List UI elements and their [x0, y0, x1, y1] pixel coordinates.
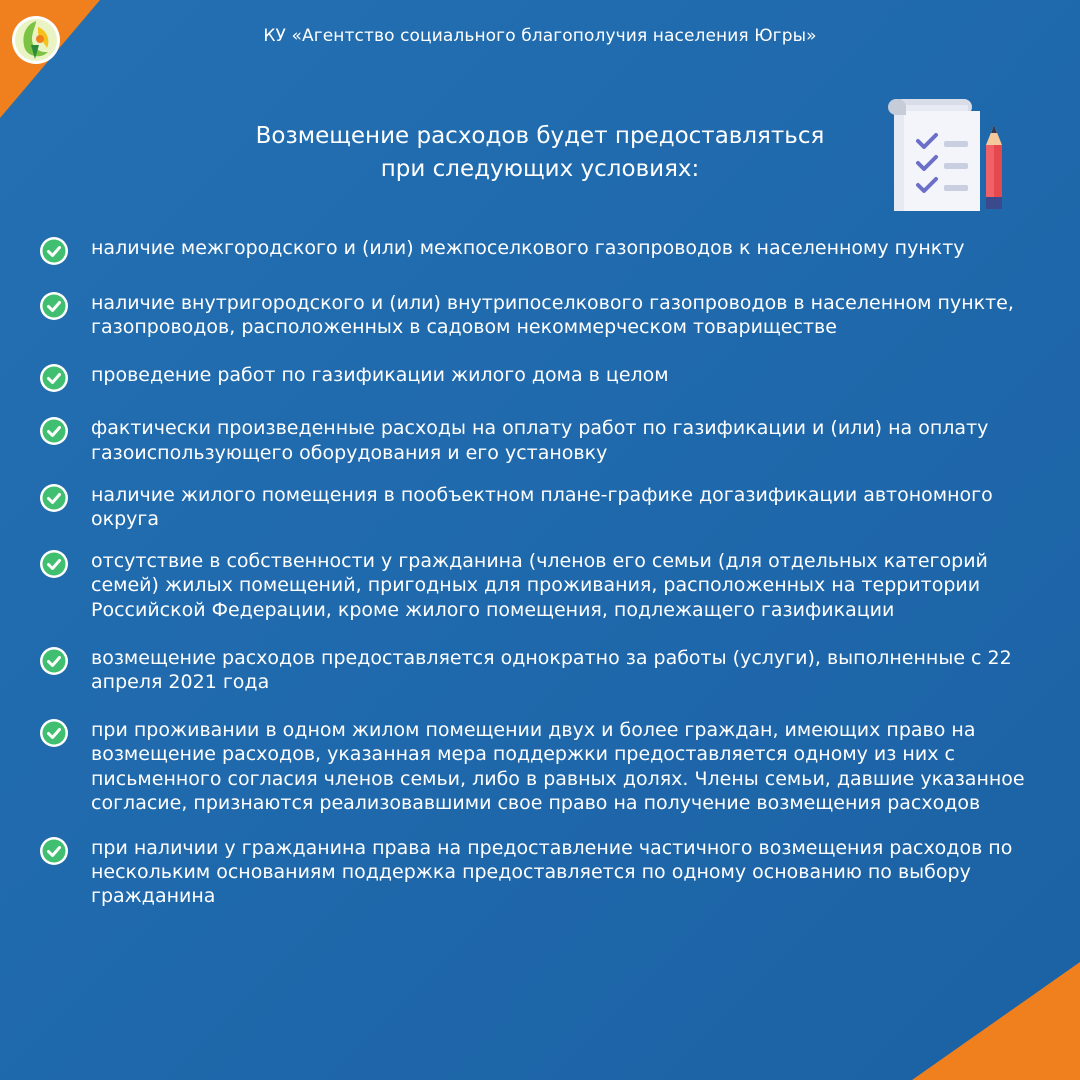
orange-corner-bottom-right [912, 962, 1080, 1080]
page-title-line-1: Возмещение расходов будет предоставляться [255, 123, 825, 149]
list-item [38, 291, 1028, 339]
check-circle-icon [38, 645, 70, 677]
check-circle-icon [38, 235, 70, 267]
condition-text: наличие межгородского и (или) межпоселкового газопроводов к населенному пункту [91, 237, 965, 259]
check-circle-icon [38, 717, 70, 749]
condition-text: проведение работ по газификации жилого дома в целом [91, 364, 669, 387]
check-circle-icon [38, 548, 70, 580]
condition-text: при наличии у гражданина права на предоставление частичного возмещения расходов по нескольким основаниям поддержка предоставляется по одному основанию по выбору гражданина [91, 837, 1013, 908]
organization-name: КУ «Агентство социального благополучия населения Югры» [263, 26, 817, 46]
check-circle-icon [38, 482, 70, 514]
condition-text: наличие внутригородского и (или) внутрипоселкового газопроводов в населенном пункте, газопроводов, расположенных в садовом некоммерческом товариществе [91, 292, 1014, 339]
conditions-list [38, 236, 1028, 909]
condition-text: возмещение расходов предоставляется однократно за работы (услуги), выполненные с 22 апреля 2021 года [91, 646, 1012, 694]
condition-text: при проживании в одном жилом помещении двух и более граждан, имеющих право на возмещение расходов, указанная мера поддержки предоставляется одному из них с письменного согласия членов семьи, либо в равных долях. Члены семьи, давшие указанное согласие, признаются реализовавшими свое право на получение возмещения расходов [91, 719, 1025, 814]
checklist-document-pencil-icon [888, 97, 1010, 213]
condition-text: отсутствие в собственности у гражданина (членов его семьи (для отдельных категорий семей) жилых помещений, пригодных для проживания, расположенных на территории Российской Федерации, кроме жилого помещения, подлежащего газификации [91, 550, 988, 621]
condition-text: наличие жилого помещения в пообъектном плане-графике догазификации автономного округа [91, 483, 993, 531]
check-circle-icon [38, 362, 70, 394]
list-item [38, 363, 1028, 394]
page-title-line-2: при следующих условиях: [380, 156, 700, 182]
list-item [38, 718, 1028, 815]
list-item [38, 549, 1028, 622]
list-item [38, 646, 1028, 694]
condition-text: фактически произведенные расходы на оплату работ по газификации и (или) на оплату газоиспользующего оборудования и его установку [91, 417, 989, 464]
page-title [200, 120, 880, 186]
list-item [38, 836, 1028, 909]
check-circle-icon [38, 835, 70, 867]
list-item [38, 483, 1028, 531]
check-circle-icon [38, 415, 70, 447]
list-item [38, 416, 1028, 464]
check-circle-icon [38, 290, 70, 322]
list-item [38, 236, 1028, 267]
